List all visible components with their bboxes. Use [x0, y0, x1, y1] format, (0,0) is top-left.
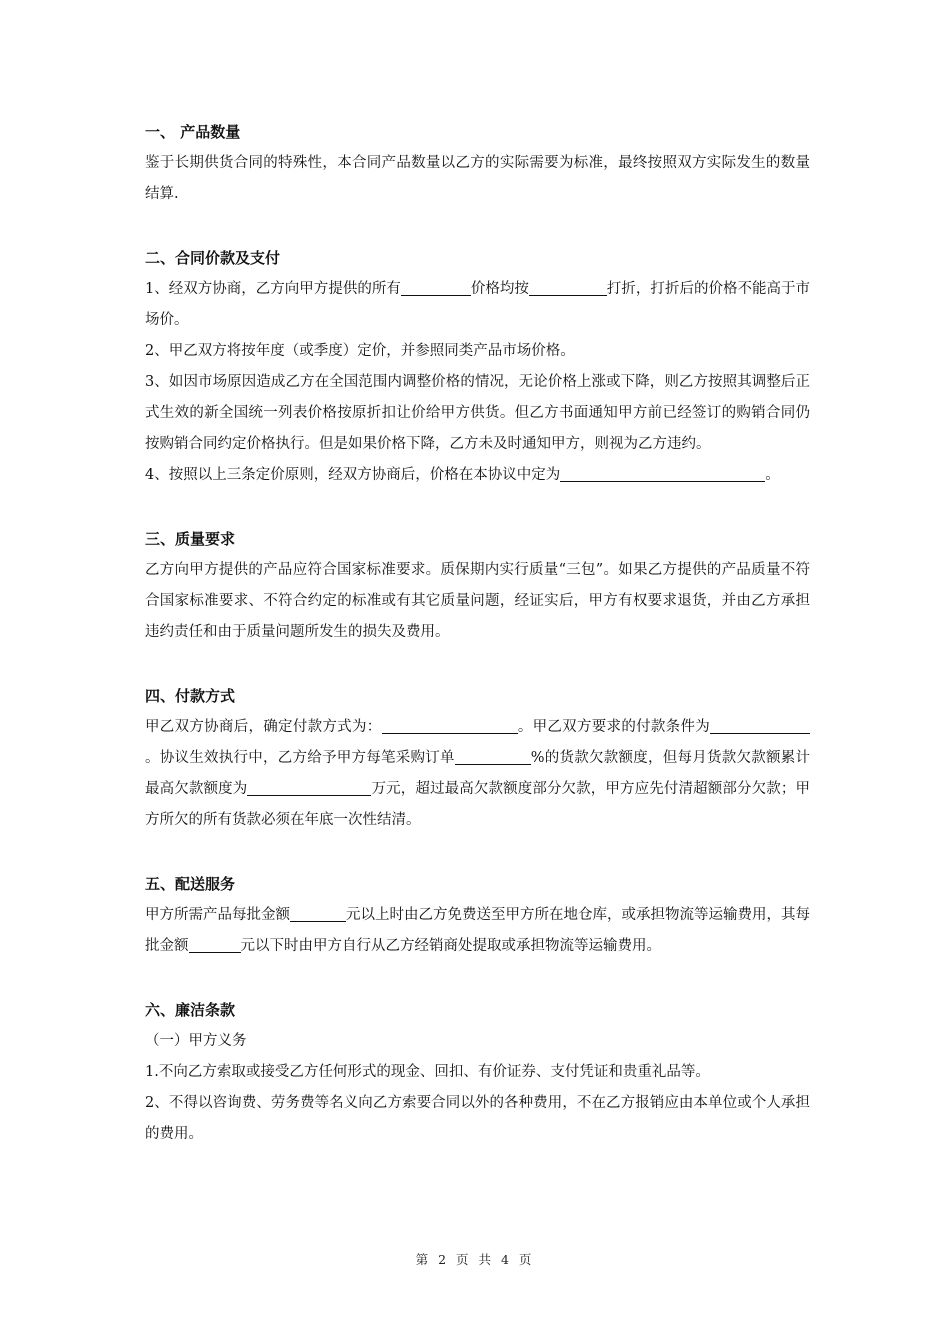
clause-text: 。甲乙双方要求的付款条件为 [517, 719, 711, 735]
section-5-paragraph [145, 900, 810, 962]
blank-line [529, 281, 607, 297]
blank-line [382, 719, 518, 735]
clause-text: 元以下时由甲方自行从乙方经销商处提取或承担物流等运输费用。 [240, 938, 661, 954]
document-body [145, 116, 810, 1150]
section-4-title: 四、付款方式 [145, 687, 236, 705]
blank-line [189, 938, 241, 954]
clause-text: 甲方所需产品每批金额 [145, 907, 290, 923]
section-5-title: 五、配送服务 [145, 875, 236, 893]
section-1-paragraph: 鉴于长期供货合同的特殊性，本合同产品数量以乙方的实际需要为标准，最终按照双方实际发生的数量结算. [145, 155, 810, 202]
section-2-clause-4 [145, 460, 810, 491]
blank-line [290, 907, 346, 923]
clause-text: 。协议生效执行中，乙方给予甲方每笔采购订单 [145, 750, 455, 766]
section-6-clause-2: 2、不得以咨询费、劳务费等名义向乙方索要合同以外的各种费用，不在乙方报销应由本单位或个人承担的费用。 [145, 1095, 810, 1142]
section-6-subtitle: （一）甲方义务 [145, 1033, 247, 1049]
clause-text: 。 [765, 467, 780, 483]
clause-text: 4、按照以上三条定价原则，经双方协商后，价格在本协议中定为 [145, 467, 561, 483]
section-4-paragraph [145, 712, 810, 836]
page-number-footer: 第 2 页 共 4 页 [415, 1252, 535, 1267]
blank-line [560, 467, 765, 483]
clause-text: 甲乙双方协商后，确定付款方式为： [145, 719, 382, 735]
section-2-clause-2: 2、甲乙双方将按年度（或季度）定价，并参照同类产品市场价格。 [145, 343, 575, 359]
clause-text: 打折，打折后的价格不能高于市场价。 [145, 281, 811, 328]
section-2-title: 二、合同价款及支付 [145, 249, 281, 267]
section-3-paragraph: 乙方向甲方提供的产品应符合国家标准要求。质保期内实行质量“三包”。如果乙方提供的产品质量不符合国家标准要求、不符合约定的标准或有其它质量问题，经证实后，甲方有权要求退货，并由乙方承担违约责任和由于质量问题所发生的损失及费用。 [145, 562, 810, 640]
clause-text: 元以上时由乙方免费送至甲方所在地仓库，或承担物流等运输费用，其每批金额 [145, 907, 810, 954]
section-3-title: 三、质量要求 [145, 530, 236, 548]
blank-line [247, 781, 371, 797]
blank-line [710, 719, 810, 735]
section-2-clause-3: 3、如因市场原因造成乙方在全国范围内调整价格的情况，无论价格上涨或下降，则乙方按照其调整后正式生效的新全国统一列表价格按原折扣让价给甲方供货。但乙方书面通知甲方前已经签订的购销合同仍按购销合同约定价格执行。但是如果价格下降，乙方未及时通知甲方，则视为乙方违约。 [145, 374, 810, 452]
clause-text: 价格均按 [470, 281, 529, 297]
clause-text: %的货款欠款额度，但每月货款欠款额累计最高欠款额度为 [145, 750, 810, 797]
section-1-title: 一、 产品数量 [145, 123, 241, 141]
clause-text: 1、经双方协商，乙方向甲方提供的所有 [145, 281, 401, 297]
blank-line [401, 281, 471, 297]
section-2-clause-1 [145, 274, 810, 336]
blank-line [455, 750, 531, 766]
clause-text: 万元，超过最高欠款额度部分欠款，甲方应先付清超额部分欠款；甲方所欠的所有货款必须在年底一次性结清。 [145, 781, 811, 828]
section-6-clause-1: 1.不向乙方索取或接受乙方任何形式的现金、回扣、有价证券、支付凭证和贵重礼品等。 [145, 1064, 710, 1080]
section-6-title: 六、廉洁条款 [145, 1001, 236, 1019]
